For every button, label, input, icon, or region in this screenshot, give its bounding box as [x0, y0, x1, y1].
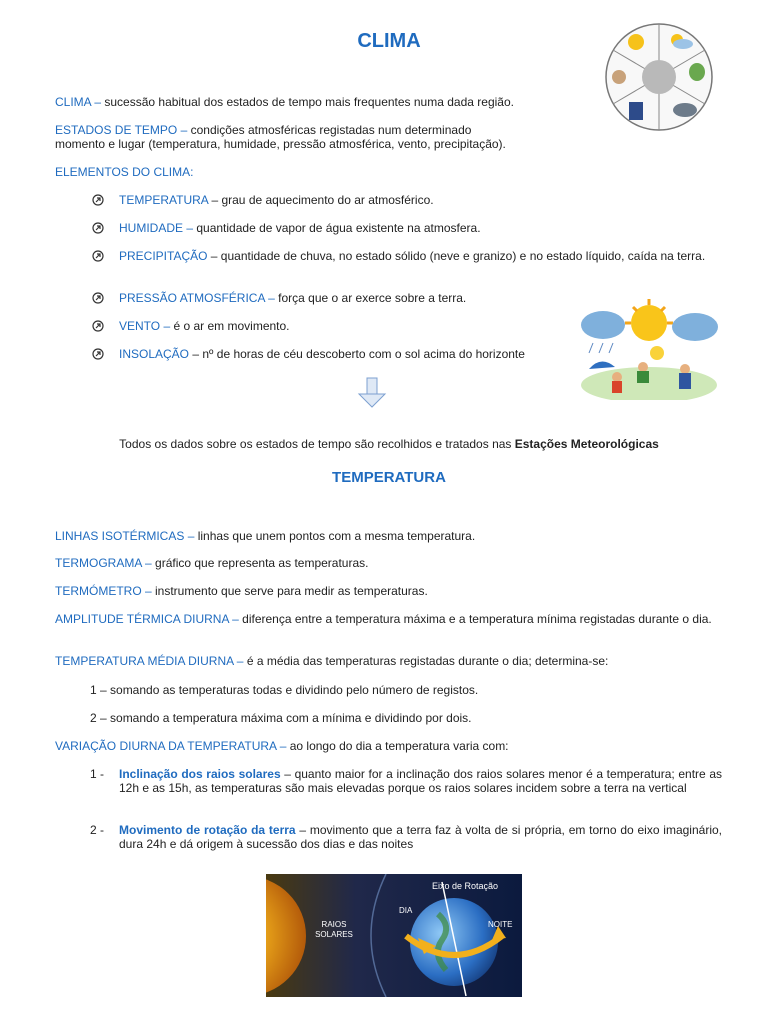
clima-term: CLIMA –: [55, 95, 102, 109]
def-item: TERMÓMETRO – instrumento que serve para medir as temperaturas.: [55, 584, 428, 598]
estados-term: ESTADOS DE TEMPO –: [55, 123, 188, 137]
arrow-bullet-icon: [92, 320, 104, 332]
factor-number: 2 -: [90, 823, 105, 837]
factor-item: Movimento de rotação da terra – movimento que a terra faz à volta de si própria, em torno do eixo imaginário, dura 24h e dá origem à sucessão dos dias e das noites: [119, 823, 722, 851]
def-item: AMPLITUDE TÉRMICA DIURNA – diferença entre a temperatura máxima e a temperatura mínima registadas durante o dia.: [55, 612, 712, 626]
method-item: 1 – somando as temperaturas todas e dividindo pelo número de registos.: [90, 683, 479, 697]
temperatura-title: TEMPERATURA: [332, 469, 446, 486]
def-item: TEMPERATURA MÉDIA DIURNA – é a média das temperaturas registadas durante o dia; determina-se:: [55, 654, 609, 668]
estados-definition: [55, 123, 615, 151]
estados-text-line2: momento e lugar (temperatura, humidade, pressão atmosférica, vento, precipitação).: [55, 137, 506, 151]
diagram-label-eixo: Eixo de Rotação: [432, 881, 499, 891]
diagram-label-noite: NOITE: [488, 920, 513, 929]
clima-definition: [55, 95, 725, 109]
arrow-bullet-icon: [92, 348, 104, 360]
arrow-bullet-icon: [92, 250, 104, 262]
list-item: TEMPERATURA – grau de aquecimento do ar atmosférico.: [119, 193, 434, 207]
list-item: PRESSÃO ATMOSFÉRICA – força que o ar exerce sobre a terra.: [119, 291, 467, 305]
weather-wheel-illustration: [599, 22, 719, 132]
list-item: HUMIDADE – quantidade de vapor de água existente na atmosfera.: [119, 221, 481, 235]
down-arrow-icon: [356, 377, 388, 409]
stations-sentence: Todos os dados sobre os estados de tempo são recolhidos e tratados nas Estações Meteorológicas: [119, 437, 659, 451]
def-item: TERMOGRAMA – gráfico que representa as temperaturas.: [55, 556, 369, 570]
factor-item: Inclinação dos raios solares – quanto maior for a inclinação dos raios solares menor é a temperatura; entre as 12h e as 15h, as temperaturas são mais elevadas porque os raios solares incidem sobre a terra na vertical: [119, 767, 723, 795]
diagram-label-raios: RAIOS SOLARES: [315, 920, 353, 939]
list-item: PRECIPITAÇÃO – quantidade de chuva, no estado sólido (neve e granizo) e no estado líquido, caída na terra.: [119, 249, 706, 263]
arrow-bullet-icon: [92, 222, 104, 234]
weather-cartoon-illustration: [581, 297, 718, 400]
page-title: CLIMA: [357, 30, 421, 52]
arrow-bullet-icon: [92, 292, 104, 304]
list-item: VENTO – é o ar em movimento.: [119, 319, 290, 333]
earth-rotation-diagram: [266, 874, 522, 997]
variacao-heading: VARIAÇÃO DIURNA DA TEMPERATURA – ao longo do dia a temperatura varia com:: [55, 739, 509, 753]
def-item: LINHAS ISOTÉRMICAS – linhas que unem pontos com a mesma temperatura.: [55, 529, 476, 543]
method-item: 2 – somando a temperatura máxima com a mínima e dividindo por dois.: [90, 711, 472, 725]
list-item: INSOLAÇÃO – nº de horas de céu descoberto com o sol acima do horizonte: [119, 347, 525, 361]
arrow-bullet-icon: [92, 194, 104, 206]
elementos-heading: ELEMENTOS DO CLIMA:: [55, 165, 194, 179]
estados-text-line1: condições atmosféricas registadas num determinado: [187, 123, 472, 137]
diagram-label-dia: DIA: [399, 906, 413, 915]
clima-text: sucessão habitual dos estados de tempo mais frequentes numa dada região.: [101, 95, 514, 109]
factor-number: 1 -: [90, 767, 105, 781]
